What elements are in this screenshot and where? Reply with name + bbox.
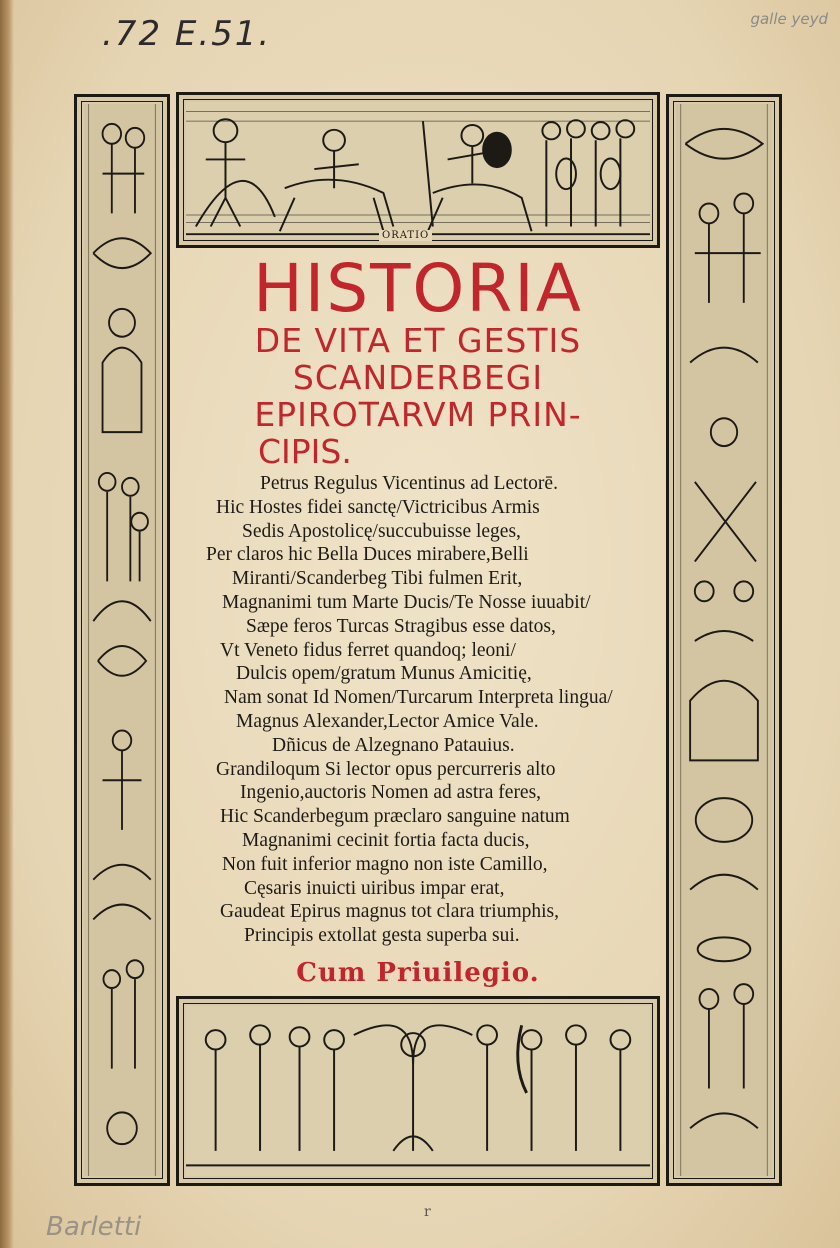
- top-woodcut-battle-scene: [176, 92, 660, 248]
- verse-line: Petrus Regulus Vicentinus ad Lectorē.: [260, 473, 558, 494]
- title-line-1: HISTORIA: [253, 250, 583, 327]
- right-woodcut-border: [666, 94, 782, 1186]
- verse-line: Dñicus de Alzegnano Patauius.: [272, 734, 515, 756]
- left-border-figures: [84, 104, 160, 1176]
- right-border-figures: [676, 104, 772, 1176]
- title-line-2: DE VITA ET GESTIS: [254, 321, 582, 360]
- verse-line: Grandiloqum Si lector opus percurreris alto: [216, 758, 556, 780]
- oratio-scroll-label: ORATIO: [379, 230, 432, 241]
- bottom-woodcut-scene: [176, 996, 660, 1186]
- title-line-5: CIPIS.: [258, 432, 352, 471]
- verse-line: Sedis Apostolicę/succubuisse leges,: [242, 520, 521, 542]
- verse-line: Gaudeat Epirus magnus tot clara triumphis,: [220, 901, 560, 923]
- verse-line: Sæpe feros Turcas Stragibus esse datos,: [246, 615, 556, 637]
- verse-line: Hic Scanderbegum præclaro sanguine natum: [220, 806, 570, 828]
- title-text-block: [176, 250, 660, 988]
- pencil-note: galle yeyd: [750, 10, 828, 28]
- verse-line: Vt Veneto fidus ferret quandoq; leoni/: [220, 639, 516, 661]
- verse-line: Dulcis opem/gratum Munus Amicitię,: [236, 663, 532, 685]
- verse-line: Non fuit inferior magno non iste Camillo,: [222, 853, 548, 875]
- stray-ink-mark: r: [424, 1204, 431, 1220]
- title-line-4: EPIROTARVM PRIN-: [254, 395, 582, 434]
- book-title: [176, 250, 660, 471]
- bottom-scene-illustration: [186, 1006, 650, 1176]
- verse-line: Cęsaris inuicti uiribus impar erat,: [244, 877, 505, 899]
- pencil-signature: Barletti: [46, 1212, 142, 1242]
- verse-line: Miranti/Scanderbeg Tibi fulmen Erit,: [232, 568, 523, 590]
- verse-line: Nam sonat Id Nomen/Turcarum Interpreta lingua/: [224, 687, 613, 709]
- title-line-3: SCANDERBEGI: [292, 358, 544, 397]
- binding-edge: [0, 0, 14, 1248]
- verse-line: Ingenio,auctoris Nomen ad astra feres,: [240, 782, 542, 804]
- shelfmark-annotation: .72 E.51.: [102, 14, 272, 54]
- verse-line: Hic Hostes fidei sanctę/Victricibus Armis: [216, 496, 540, 518]
- verse-line: Magnanimi tum Marte Ducis/Te Nosse iuuabit/: [222, 591, 591, 613]
- battle-scene-illustration: [186, 102, 650, 238]
- verse-line: Magnus Alexander,Lector Amice Vale.: [236, 710, 539, 732]
- verse-line: Magnanimi cecinit fortia facta ducis,: [242, 829, 530, 851]
- privilege-notice: Cum Priuilegio.: [296, 957, 540, 988]
- left-woodcut-border: [74, 94, 170, 1186]
- verse-line: Principis extollat gesta superba sui.: [244, 925, 520, 947]
- dedicatory-verses: [176, 472, 660, 948]
- verse-line: Per claros hic Bella Duces mirabere,Belli: [206, 544, 529, 566]
